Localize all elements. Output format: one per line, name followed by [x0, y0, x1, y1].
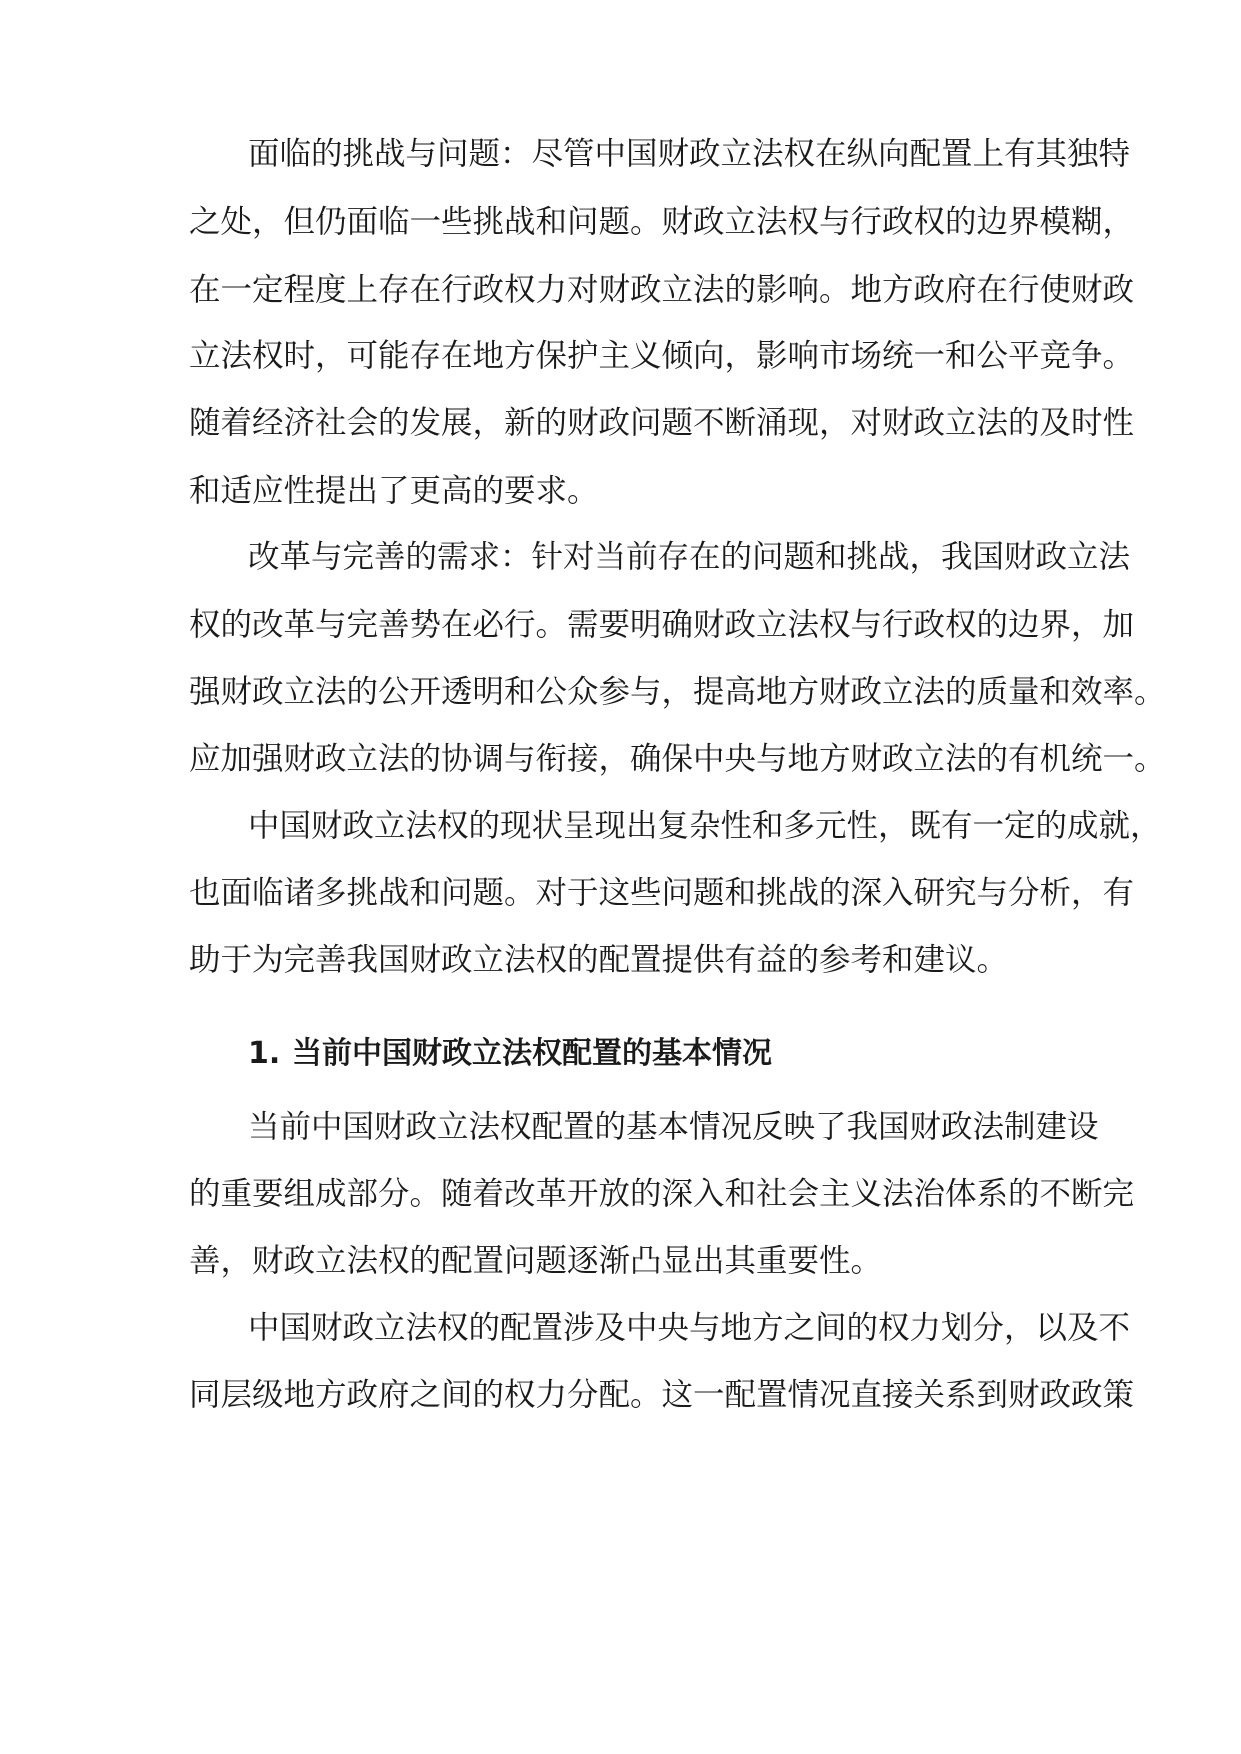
text-line: 也面临诸多挑战和问题。对于这些问题和挑战的深入研究与分析，有 [189, 875, 1135, 911]
text-line: 面临的挑战与问题：尽管中国财政立法权在纵向配置上有其独特 [248, 136, 1131, 172]
text-line: 权的改革与完善势在必行。需要明确财政立法权与行政权的边界，加 [189, 607, 1135, 643]
text-line: 改革与完善的需求：针对当前存在的问题和挑战，我国财政立法 [248, 539, 1131, 575]
text-line: 当前中国财政立法权配置的基本情况反映了我国财政法制建设 [248, 1109, 1099, 1145]
section-number: 1. [248, 1036, 281, 1071]
text-line: 之处，但仍面临一些挑战和问题。财政立法权与行政权的边界模糊， [189, 204, 1135, 240]
text-line: 中国财政立法权的配置涉及中央与地方之间的权力划分，以及不 [248, 1310, 1131, 1346]
text-line: 同层级地方政府之间的权力分配。这一配置情况直接关系到财政政策 [189, 1377, 1135, 1413]
text-line: 随着经济社会的发展，新的财政问题不断涌现，对财政立法的及时性 [189, 405, 1135, 441]
text-line: 立法权时，可能存在地方保护主义倾向，影响市场统一和公平竞争。 [189, 338, 1135, 374]
text-line: 中国财政立法权的现状呈现出复杂性和多元性，既有一定的成就， [248, 808, 1162, 844]
text-line: 的重要组成部分。随着改革开放的深入和社会主义法治体系的不断完 [189, 1176, 1135, 1212]
section-heading [248, 1032, 1049, 1076]
text-line: 在一定程度上存在行政权力对财政立法的影响。地方政府在行使财政 [189, 272, 1135, 308]
text-line: 和适应性提出了更高的要求。 [189, 473, 599, 509]
text-line: 应加强财政立法的协调与衔接，确保中央与地方财政立法的有机统一。 [189, 741, 1166, 777]
section-title: 当前中国财政立法权配置的基本情况 [292, 1036, 772, 1071]
text-line: 善，财政立法权的配置问题逐渐凸显出其重要性。 [189, 1243, 883, 1279]
text-line: 强财政立法的公开透明和公众参与，提高地方财政立法的质量和效率。 [189, 674, 1166, 710]
text-line: 助于为完善我国财政立法权的配置提供有益的参考和建议。 [189, 942, 1009, 978]
